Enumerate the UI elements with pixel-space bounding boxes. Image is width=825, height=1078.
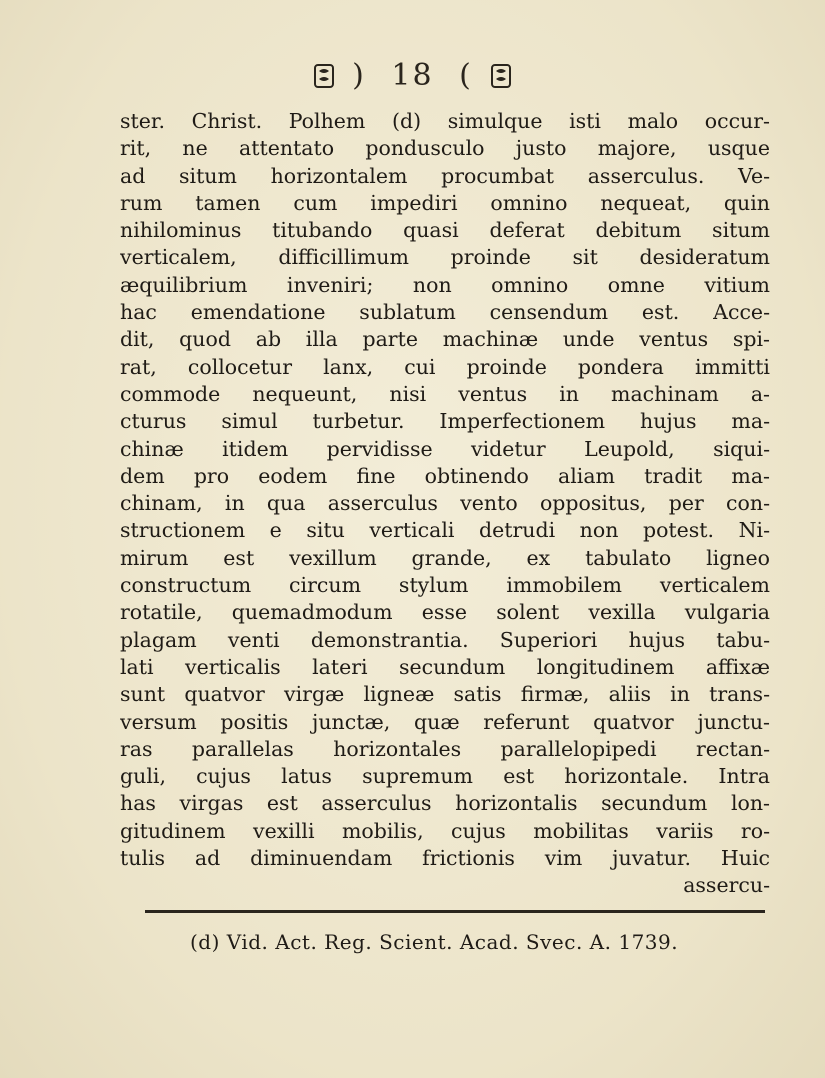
text-line: cturus simul turbetur. Imperfectionem hujus ma-	[120, 409, 770, 434]
text-line: versum positis junctæ, quæ referunt quatvor junctu-	[120, 709, 770, 734]
body-text	[120, 108, 770, 900]
footnote-rule	[145, 910, 765, 913]
header-right-paren: (	[459, 58, 473, 93]
text-line: æquilibrium inveniri; non omnino omne vitium	[120, 272, 770, 297]
text-line: ad situm horizontalem procumbat asserculus. Ve-	[120, 163, 770, 188]
left-ornament-icon	[313, 62, 335, 88]
text-line: has virgas est asserculus horizontalis secundum lon-	[120, 791, 770, 816]
text-line: verticalem, difficillimum proinde sit desideratum	[120, 245, 770, 270]
text-line: rum tamen cum impediri omnino nequeat, quin	[120, 190, 770, 215]
text-line: rit, ne attentato pondusculo justo majore, usque	[120, 136, 770, 161]
text-line: constructum circum stylum immobilem verticalem	[120, 573, 770, 598]
page-number: 18	[391, 58, 434, 93]
text-line: dem pro eodem fine obtinendo aliam tradit ma-	[120, 463, 770, 488]
right-ornament-icon	[490, 62, 512, 88]
catchword: assercu-	[683, 873, 770, 898]
text-line: tulis ad diminuendam frictionis vim juvatur. Huic	[120, 846, 770, 871]
text-line: guli, cujus latus supremum est horizontale. Intra	[120, 764, 770, 789]
text-line: chinam, in qua asserculus vento oppositus, per con-	[120, 491, 770, 516]
text-line: ster. Christ. Polhem (d) simulque isti malo occur-	[120, 109, 770, 133]
text-line: dit, quod ab illa parte machinæ unde ventus spi-	[120, 327, 770, 352]
footnote: (d) Vid. Act. Reg. Scient. Acad. Svec. A. 1739.	[190, 930, 679, 954]
text-line: plagam venti demonstrantia. Superiori hujus tabu-	[120, 627, 770, 652]
text-line: structionem e situ verticali detrudi non potest. Ni-	[120, 518, 770, 543]
text-line: sunt quatvor virgæ ligneæ satis firmæ, aliis in trans-	[120, 682, 770, 707]
text-line: commode nequeunt, nisi ventus in machinam a-	[120, 381, 770, 406]
text-line: hac emendatione sublatum censendum est. Acce-	[120, 300, 770, 325]
text-line: rat, collocetur lanx, cui proinde pondera immitti	[120, 354, 770, 379]
header-left-paren: )	[352, 58, 366, 93]
text-line: lati verticalis lateri secundum longitudinem affixæ	[120, 654, 770, 679]
text-line: gitudinem vexilli mobilis, cujus mobilitas variis ro-	[120, 818, 770, 843]
text-line: chinæ itidem pervidisse videtur Leupold, siqui-	[120, 436, 770, 461]
page-header	[0, 58, 825, 93]
text-line: rotatile, quemadmodum esse solent vexilla vulgaria	[120, 600, 770, 625]
text-line: mirum est vexillum grande, ex tabulato ligneo	[120, 545, 770, 570]
text-line: nihilominus titubando quasi deferat debitum situm	[120, 218, 770, 243]
text-line: ras parallelas horizontales parallelopipedi rectan-	[120, 736, 770, 761]
